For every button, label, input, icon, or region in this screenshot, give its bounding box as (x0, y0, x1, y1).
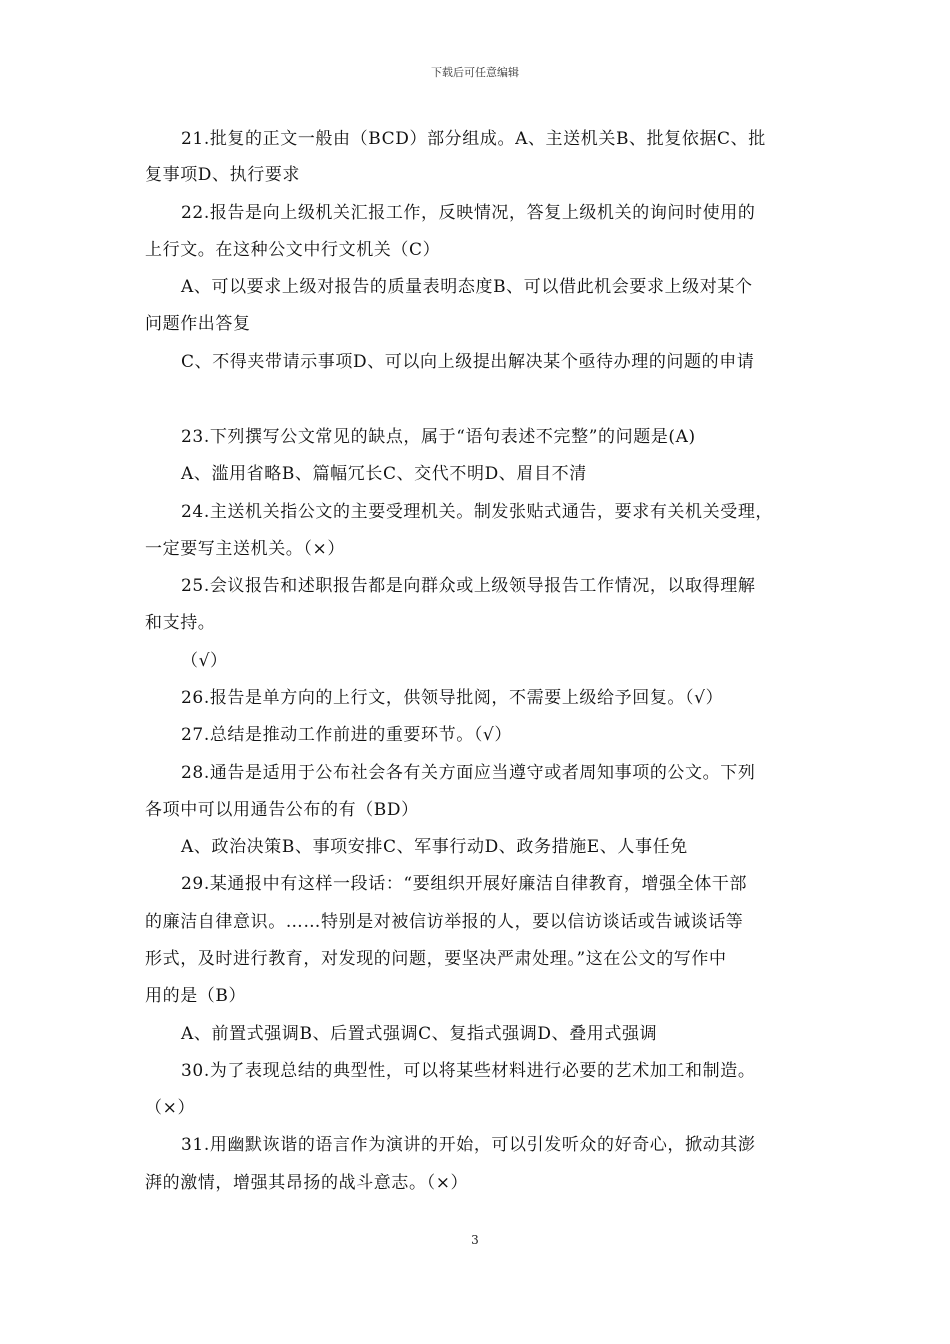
text-line: 21.批复的正文一般由（BCD）部分组成。A、主送机关B、批复依据C、批 (181, 129, 766, 149)
text-line: （√） (181, 651, 228, 671)
page-header: 下载后可任意编辑 (431, 66, 519, 79)
text-line: A、滥用省略B、篇幅冗长C、交代不明D、眉目不清 (181, 464, 587, 484)
text-line: 和支持。 (145, 613, 216, 633)
text-line: 的廉洁自律意识。……特别是对被信访举报的人，要以信访谈话或告诫谈话等 (145, 912, 744, 932)
text-line: 26.报告是单方向的上行文，供领导批阅，不需要上级给予回复。（√） (181, 688, 724, 708)
text-line: 27.总结是推动工作前进的重要环节。（√） (181, 725, 512, 745)
text-line: 形式，及时进行教育，对发现的问题，要坚决严肃处理。”这在公文的写作中 (145, 949, 727, 969)
text-line: 23.下列撰写公文常见的缺点，属于“语句表述不完整”的问题是(A) (181, 427, 696, 447)
text-line: 各项中可以用通告公布的有（BD） (145, 800, 419, 820)
text-line: A、政治决策B、事项安排C、军事行动D、政务措施E、人事任免 (181, 837, 688, 857)
text-line: A、前置式强调B、后置式强调C、复指式强调D、叠用式强调 (181, 1024, 658, 1044)
text-line: 30.为了表现总结的典型性，可以将某些材料进行必要的艺术加工和制造。 (181, 1061, 756, 1081)
text-line: 一定要写主送机关。（×） (145, 539, 345, 559)
text-line: 22.报告是向上级机关汇报工作，反映情况，答复上级机关的询问时使用的 (181, 203, 756, 223)
text-line: 31.用幽默诙谐的语言作为演讲的开始，可以引发听众的好奇心，掀动其澎 (181, 1135, 756, 1155)
text-line: 湃的激情，增强其昂扬的战斗意志。（×） (145, 1173, 469, 1193)
text-line: 24.主送机关指公文的主要受理机关。制发张贴式通告，要求有关机关受理， (181, 502, 774, 522)
text-line: 25.会议报告和述职报告都是向群众或上级领导报告工作情况，以取得理解 (181, 576, 756, 596)
page-number: 3 (471, 1233, 479, 1247)
text-line: 用的是（B） (145, 986, 247, 1006)
text-line: 复事项D、执行要求 (145, 165, 301, 185)
text-line: 28.通告是适用于公布社会各有关方面应当遵守或者周知事项的公文。下列 (181, 763, 756, 783)
text-line: 问题作出答复 (145, 314, 251, 334)
text-line: 29.某通报中有这样一段话：“要组织开展好廉洁自律教育，增强全体干部 (181, 874, 748, 894)
text-line: （×） (145, 1098, 196, 1118)
text-line: 上行文。在这种公文中行文机关（C） (145, 240, 441, 260)
text-line: C、不得夹带请示事项D、可以向上级提出解决某个亟待办理的问题的申请 (181, 352, 755, 372)
text-line: A、可以要求上级对报告的质量表明态度B、可以借此机会要求上级对某个 (181, 277, 753, 297)
